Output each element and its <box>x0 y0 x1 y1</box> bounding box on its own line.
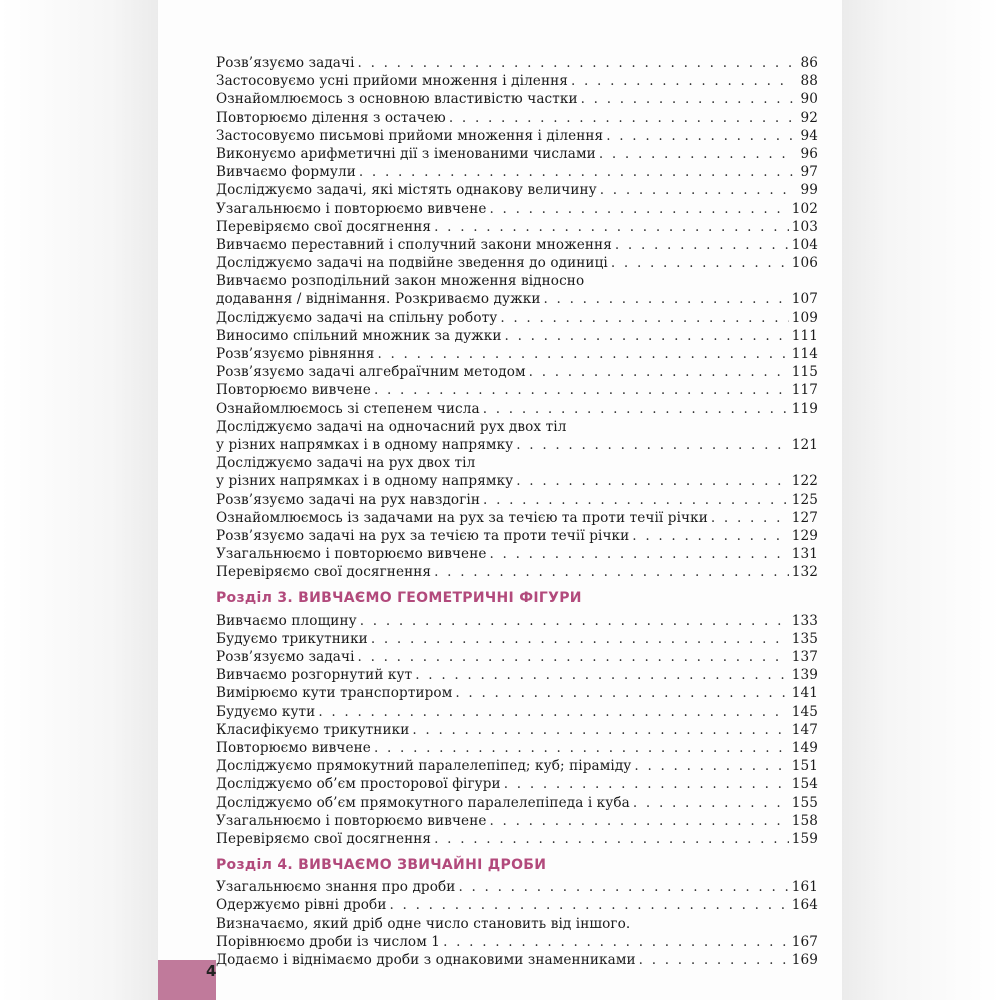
toc-entry[interactable] <box>216 491 818 509</box>
toc-entry-title: Повторюємо ділення з остачею <box>216 109 446 126</box>
toc-leader-dots <box>490 200 789 218</box>
toc-entry[interactable] <box>216 72 818 90</box>
toc-leader-dots <box>377 345 788 363</box>
book-page <box>158 0 842 1000</box>
toc-entry-page: 151 <box>791 758 818 775</box>
toc-entry[interactable] <box>216 363 818 381</box>
toc-entry[interactable] <box>216 951 818 969</box>
toc-entry-page: 115 <box>791 364 818 381</box>
page-number: 4 <box>206 962 217 980</box>
toc-entry-page: 131 <box>791 546 818 563</box>
toc-entry[interactable] <box>216 896 818 914</box>
toc-entry[interactable] <box>216 630 818 648</box>
toc-entry[interactable] <box>216 933 818 951</box>
toc-entry-page: 104 <box>791 236 818 253</box>
toc-entry-title: Досліджуємо прямокутний паралелепіпед; куб; піраміду <box>216 758 632 775</box>
toc-entry[interactable] <box>216 127 818 145</box>
toc-entry-page: 121 <box>791 436 818 453</box>
toc-entry-page: 122 <box>791 473 818 490</box>
toc-entry[interactable] <box>216 145 818 163</box>
toc-entry-page: 106 <box>791 255 818 272</box>
toc-entry-title: Узагальнюємо і повторюємо вивчене <box>216 812 487 829</box>
toc-entry-title: Досліджуємо об’єм прямокутного паралелепіпеда і куба <box>216 794 630 811</box>
toc-entry[interactable] <box>216 612 818 630</box>
toc-entry[interactable] <box>216 54 818 72</box>
toc-entry-title: Будуємо трикутники <box>216 630 368 647</box>
toc-leader-dots <box>358 648 789 666</box>
page-shadow-left <box>0 0 158 1000</box>
toc-entry-page: 103 <box>791 218 818 235</box>
toc-entry[interactable] <box>216 721 818 739</box>
toc-entry-page: 161 <box>791 879 818 896</box>
toc-entry-title: Розв’язуємо задачі <box>216 55 355 71</box>
toc-leader-dots <box>390 896 789 914</box>
toc-entry-page: 137 <box>791 649 818 665</box>
toc-entry-page: 169 <box>791 952 818 968</box>
toc-leader-dots <box>358 54 793 72</box>
toc-entry-title: Узагальнюємо і повторюємо вивчене <box>216 546 487 563</box>
toc-entry-page: 139 <box>791 667 818 684</box>
toc-entry-page: 94 <box>800 127 818 144</box>
toc-entry-page: 145 <box>791 703 818 720</box>
toc-entry[interactable] <box>216 739 818 757</box>
toc-leader-dots <box>516 436 788 454</box>
section-4-heading[interactable]: Розділ 4. ВИВЧАЄМО ЗВИЧАЙНІ ДРОБИ <box>216 857 547 874</box>
toc-entry-title: Розв’язуємо задачі алгебраїчним методом <box>216 364 526 381</box>
toc-entry[interactable] <box>216 400 818 418</box>
toc-group-1 <box>216 54 818 581</box>
toc-entry-title: Перевіряємо свої досягнення <box>216 218 432 235</box>
toc-entry[interactable] <box>216 436 818 454</box>
toc-entry-page: 117 <box>791 382 818 399</box>
toc-entry-title: Узагальнюємо і повторюємо вивчене <box>216 200 487 217</box>
toc-entry-title: Розв’язуємо рівняння <box>216 346 375 362</box>
toc-leader-dots <box>483 400 789 418</box>
toc-entry-title: Виносимо спільний множник за дужки <box>216 327 502 344</box>
toc-entry-title: Порівнюємо дроби із числом 1 <box>216 933 441 950</box>
toc-entry-title: Застосовуємо усні прийоми множення і ділення <box>216 73 568 90</box>
toc-entry[interactable] <box>216 90 818 108</box>
toc-entry-page: 102 <box>791 200 818 217</box>
toc-entry-title: Ознайомлюємось зі степенем числа <box>216 400 480 417</box>
toc-entry-title: Розв’язуємо задачі <box>216 649 355 665</box>
toc-leader-dots <box>611 254 789 272</box>
page-number-tab <box>158 960 216 1000</box>
toc-entry[interactable] <box>216 794 818 812</box>
toc-entry-title: Узагальнюємо знання про дроби <box>216 879 456 896</box>
toc-leader-dots <box>571 72 793 90</box>
toc-leader-dots <box>359 163 793 181</box>
toc-entry-title: Повторюємо вивчене <box>216 739 371 756</box>
toc-leader-dots <box>371 630 789 648</box>
toc-entry[interactable] <box>216 915 818 933</box>
toc-entry-page: 135 <box>791 630 818 647</box>
toc-entry-title: Досліджуємо задачі на подвійне зведення до одиниці <box>216 255 608 272</box>
toc-entry-title: Виконуємо арифметичні дії з іменованими числами <box>216 145 596 162</box>
toc-entry-title: Вивчаємо розподільний закон множення відносно <box>216 273 585 290</box>
toc-leader-dots <box>606 127 793 145</box>
toc-entry-title: у різних напрямках і в одному напрямку <box>216 473 514 490</box>
toc-entry[interactable] <box>216 527 818 545</box>
toc-leader-dots <box>632 527 788 545</box>
toc-leader-dots <box>374 739 789 757</box>
toc-entry[interactable] <box>216 563 818 581</box>
toc-leader-dots <box>633 794 789 812</box>
toc-entry[interactable] <box>216 684 818 702</box>
table-of-contents <box>216 54 818 969</box>
toc-entry[interactable] <box>216 648 818 666</box>
toc-entry-page: 109 <box>791 309 818 326</box>
toc-entry-title: Перевіряємо свої досягнення <box>216 564 432 581</box>
toc-entry-page: 97 <box>800 164 818 181</box>
toc-entry-page: 149 <box>791 739 818 756</box>
toc-entry[interactable] <box>216 812 818 830</box>
toc-entry[interactable] <box>216 703 818 721</box>
toc-entry[interactable] <box>216 345 818 363</box>
toc-entry-title: Досліджуємо задачі на спільну роботу <box>216 309 498 326</box>
toc-leader-dots <box>505 327 789 345</box>
toc-entry-page: 86 <box>800 55 818 71</box>
toc-entry-page: 90 <box>800 91 818 108</box>
toc-entry-page: 127 <box>791 509 818 526</box>
toc-leader-dots <box>434 830 789 848</box>
toc-entry[interactable] <box>216 218 818 236</box>
toc-leader-dots <box>581 90 793 108</box>
toc-leader-dots <box>600 181 793 199</box>
toc-entry-title: Вивчаємо переставний і сполучний закони множення <box>216 236 612 253</box>
toc-entry-title: Розв’язуємо задачі на рух за течією та проти течії річки <box>216 527 630 544</box>
toc-entry-title: Застосовуємо письмові прийоми множення і ділення <box>216 127 604 144</box>
toc-group-section-3 <box>216 612 818 848</box>
toc-entry-page: 88 <box>800 73 818 90</box>
toc-entry[interactable] <box>216 272 818 290</box>
toc-entry[interactable] <box>216 757 818 775</box>
toc-entry-page: 147 <box>791 721 818 738</box>
toc-entry-page: 141 <box>791 685 818 702</box>
toc-entry-page: 164 <box>791 897 818 914</box>
toc-entry[interactable] <box>216 775 818 793</box>
toc-leader-dots <box>639 951 789 969</box>
toc-entry-page: 96 <box>800 145 818 162</box>
toc-entry-title: додавання / віднімання. Розкриваємо дужки <box>216 291 541 308</box>
toc-entry-title: Будуємо кути <box>216 703 316 720</box>
toc-entry-page: 154 <box>791 776 818 793</box>
toc-leader-dots <box>504 775 789 793</box>
toc-entry-page: 92 <box>800 109 818 126</box>
toc-leader-dots <box>455 684 788 702</box>
toc-leader-dots <box>490 812 789 830</box>
toc-leader-dots <box>434 218 789 236</box>
section-3-heading[interactable]: Розділ 3. ВИВЧАЄМО ГЕОМЕТРИЧНІ ФІГУРИ <box>216 590 582 607</box>
toc-entry-title: Вивчаємо формули <box>216 164 356 181</box>
toc-leader-dots <box>529 363 789 381</box>
toc-leader-dots <box>415 666 789 684</box>
toc-entry-title: Вивчаємо площину <box>216 612 357 629</box>
toc-entry-page: 155 <box>791 794 818 811</box>
toc-entry[interactable] <box>216 327 818 345</box>
toc-entry-title: у різних напрямках і в одному напрямку <box>216 436 514 453</box>
toc-entry-page: 119 <box>791 400 818 417</box>
toc-entry-title: Перевіряємо свої досягнення <box>216 830 432 847</box>
toc-entry-title: Додаємо і віднімаємо дроби з однаковими знаменниками <box>216 952 636 968</box>
toc-leader-dots <box>374 381 789 399</box>
toc-entry-page: 129 <box>791 527 818 544</box>
toc-entry-page: 167 <box>791 933 818 950</box>
toc-entry[interactable] <box>216 254 818 272</box>
toc-leader-dots <box>458 878 788 896</box>
toc-leader-dots <box>434 563 789 581</box>
toc-leader-dots <box>615 236 789 254</box>
toc-entry-title: Розв’язуємо задачі на рух навздогін <box>216 491 481 508</box>
toc-leader-dots <box>500 309 788 327</box>
toc-entry[interactable] <box>216 878 818 896</box>
toc-leader-dots <box>443 933 789 951</box>
toc-entry-title: Вимірюємо кути транспортиром <box>216 685 453 702</box>
toc-entry-title: Ознайомлюємось з основною властивістю частки <box>216 91 578 108</box>
toc-entry-page: 114 <box>791 346 818 362</box>
toc-entry[interactable] <box>216 418 818 436</box>
toc-entry-title: Досліджуємо задачі, які містять однакову величину <box>216 182 597 199</box>
toc-entry[interactable] <box>216 381 818 399</box>
toc-leader-dots <box>599 145 793 163</box>
toc-entry-title: Вивчаємо розгорнутий кут <box>216 667 413 684</box>
toc-leader-dots <box>490 545 789 563</box>
toc-leader-dots <box>634 757 788 775</box>
toc-leader-dots <box>516 472 788 490</box>
toc-entry-page: 132 <box>791 564 818 581</box>
toc-entry[interactable] <box>216 454 818 472</box>
toc-leader-dots <box>318 703 788 721</box>
toc-entry-title: Одержуємо рівні дроби <box>216 897 387 914</box>
toc-entry-page: 111 <box>791 327 818 344</box>
toc-entry-title: Досліджуємо об’єм просторової фігури <box>216 776 501 793</box>
toc-entry-title: Ознайомлюємось із задачами на рух за течією та проти течії річки <box>216 509 708 526</box>
toc-entry-page: 99 <box>800 182 818 199</box>
toc-leader-dots <box>711 509 789 527</box>
toc-entry[interactable] <box>216 472 818 490</box>
toc-entry-page: 125 <box>791 491 818 508</box>
toc-leader-dots <box>412 721 788 739</box>
toc-group-section-4 <box>216 878 818 969</box>
toc-leader-dots <box>449 109 793 127</box>
toc-entry[interactable] <box>216 163 818 181</box>
toc-leader-dots <box>483 491 789 509</box>
toc-entry[interactable] <box>216 666 818 684</box>
toc-entry[interactable] <box>216 545 818 563</box>
toc-entry-title: Визначаємо, який дріб одне число становить від іншого. <box>216 915 631 932</box>
toc-entry-page: 107 <box>791 291 818 308</box>
toc-entry[interactable] <box>216 109 818 127</box>
toc-leader-dots <box>360 612 789 630</box>
toc-entry[interactable] <box>216 309 818 327</box>
toc-entry-title: Повторюємо вивчене <box>216 382 371 399</box>
toc-entry-title: Досліджуємо задачі на одночасний рух двох тіл <box>216 418 567 435</box>
toc-entry-page: 133 <box>791 612 818 629</box>
toc-leader-dots <box>543 290 788 308</box>
toc-entry[interactable] <box>216 236 818 254</box>
toc-entry[interactable] <box>216 830 818 848</box>
toc-entry-title: Класифікуємо трикутники <box>216 721 410 738</box>
toc-entry-title: Досліджуємо задачі на рух двох тіл <box>216 455 476 472</box>
toc-entry[interactable] <box>216 200 818 218</box>
toc-entry[interactable] <box>216 290 818 308</box>
page-shadow-right <box>842 0 1000 1000</box>
toc-entry[interactable] <box>216 181 818 199</box>
toc-entry-page: 159 <box>791 830 818 847</box>
toc-entry[interactable] <box>216 509 818 527</box>
toc-entry-page: 158 <box>791 812 818 829</box>
